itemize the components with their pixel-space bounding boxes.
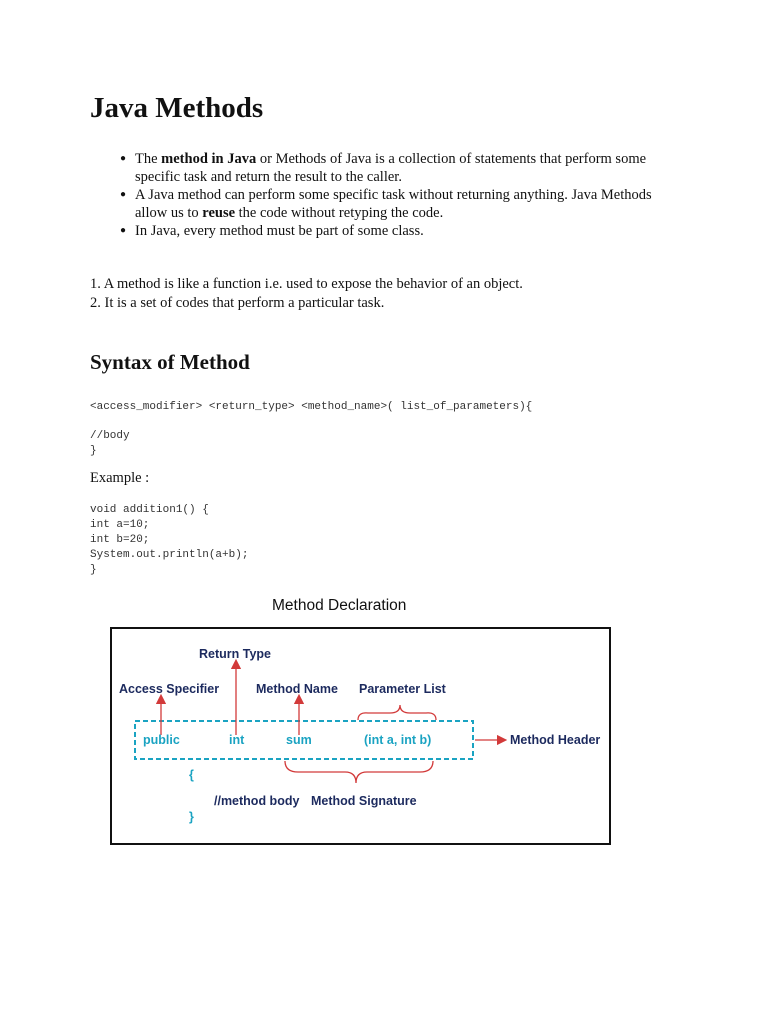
open-brace: { bbox=[189, 768, 194, 782]
method-signature-label: Method Signature bbox=[311, 794, 417, 808]
return-type-label: Return Type bbox=[199, 647, 271, 661]
int-keyword: int bbox=[229, 733, 245, 747]
parameter-list-label: Parameter List bbox=[359, 682, 446, 696]
method-header-label: Method Header bbox=[510, 733, 601, 747]
example-code-block: void addition1() { int a=10; int b=20; System.out.println(a+b); } bbox=[90, 504, 249, 576]
close-brace: } bbox=[189, 810, 194, 824]
public-keyword: public bbox=[143, 733, 180, 747]
intro-bullet-list bbox=[120, 150, 680, 240]
sum-keyword: sum bbox=[286, 733, 312, 747]
method-body-label: //method body bbox=[214, 794, 300, 808]
syntax-heading: Syntax of Method bbox=[90, 350, 250, 374]
method-name-label: Method Name bbox=[256, 682, 338, 696]
bullet-item: ● In Java, every method must be part of some class. bbox=[120, 222, 680, 240]
params-keyword: (int a, int b) bbox=[364, 733, 432, 747]
access-specifier-label: Access Specifier bbox=[119, 682, 220, 696]
example-label: Example : bbox=[90, 470, 150, 486]
page-title: Java Methods bbox=[90, 92, 264, 124]
syntax-code-body: //body } bbox=[90, 430, 130, 457]
method-declaration-diagram bbox=[110, 627, 612, 846]
diagram-title: Method Declaration bbox=[272, 597, 407, 614]
syntax-code-line: <access_modifier> <return_type> <method_name>( list_of_parameters){ bbox=[90, 401, 533, 413]
numbered-item: 1. A method is like a function i.e. used to expose the behavior of an object. bbox=[90, 276, 523, 292]
numbered-list bbox=[90, 275, 523, 313]
numbered-item: 2. It is a set of codes that perform a particular task. bbox=[90, 295, 385, 311]
bullet-item: ● The method in Java or Methods of Java is a collection of statements that perform some specific task and return the result to the caller. bbox=[120, 150, 680, 186]
bullet-item: ● A Java method can perform some specific task without returning anything. Java Methods allow us to reuse the code without retyping the code. bbox=[120, 186, 680, 222]
